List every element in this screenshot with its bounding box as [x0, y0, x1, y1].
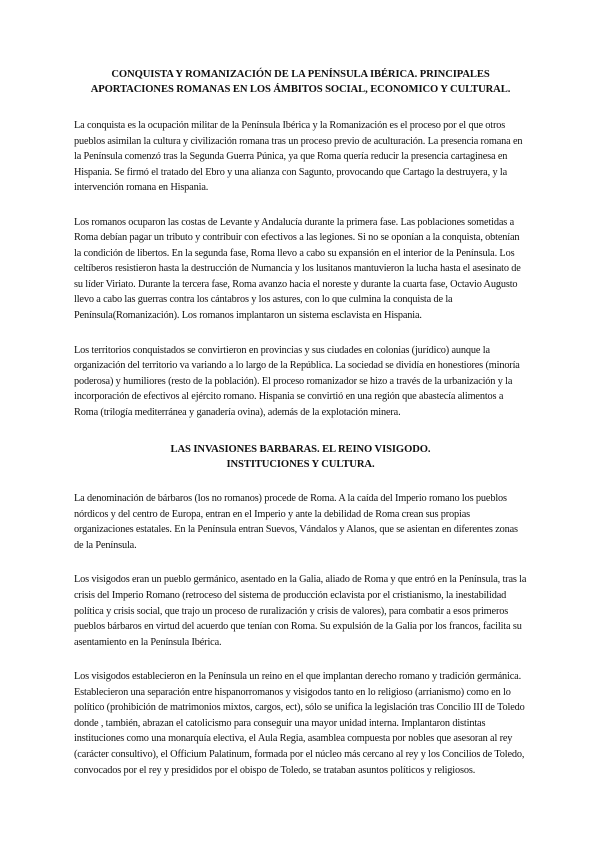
paragraph-barbaros: La denominación de bárbaros (los no romanos) procede de Roma. A la caída del Imperio romano los pueblos nórdicos y del centro de Europa, entran en el Imperio y ante la debilidad de Roma crean sus propias organizaciones estatales. En la Península entran Suevos, Vándalos y Alanos, que se asientan en diferentes zonas de la Península.: [74, 493, 518, 551]
section-title-line: APORTACIONES ROMANAS EN LOS ÁMBITOS SOCIAL, ECONOMICO Y CULTURAL.: [90, 84, 511, 95]
section-title-line: INSTITUCIONES Y CULTURA.: [226, 459, 375, 471]
section-title-invasiones: [74, 442, 527, 472]
section-title-line: LAS INVASIONES BARBARAS. EL REINO VISIGODO.: [170, 444, 431, 456]
paragraph-organizacion-territorio: Los territorios conquistados se convirtieron en provincias y sus ciudades en colonias (jurídico) aunque la organización del territorio va variando a lo largo de la República. La sociedad se dividía en honestiores (minoría poderosa) y humiliores (resto de la población). El proceso romanizador se hizo a través de la urbanización y la incorporación de efectivos al ejército romano. Hispania se convirtió en una región que abastecía alimentos a Roma (trilogía mediterránea y ganadería ovina), además de la explotación minera.: [74, 344, 520, 418]
section-title-line: CONQUISTA Y ROMANIZACIÓN DE LA PENÍNSULA IBÉRICA. PRINCIPALES: [111, 69, 490, 80]
paragraph-reino-visigodo: Los visigodos establecieron en la Península un reino en el que implantan derecho romano y tradición germánica. Establecieron una separación entre hispanorromanos y visigodos tanto en lo religioso (arrianismo) como en lo político (prohibición de matrimonios mixtos, cargos, ect), sólo se unifica la legislación tras Concilio III de Toledo donde , también, abrazan el catolicismo para conseguir una mayor unidad interna. Implantaron distintas instituciones como una monarquía electiva, el Aula Regia, asamblea compuesta por nobles que asesoran al rey (carácter consultivo), el Officium Palatinum, formada por el núcleo más cercano al rey y los Concilios de Toledo, convocados por el rey y presididos por el obispo de Toledo, se trataban asuntos políticos y religiosos.: [74, 671, 525, 776]
section-title-conquista: [74, 67, 527, 97]
paragraph-fases-conquista: Los romanos ocuparon las costas de Levante y Andalucía durante la primera fase. Las poblaciones sometidas a Roma debían pagar un tributo y contribuir con efectivos a las legiones. Si no se oponían a la conquista, obtenían la condición de libertos. En la segunda fase, Roma llevo a cabo su expansión en el interior de la Península. Los celtíberos resistieron hasta la destrucción de Numancia y los lusitanos mantuvieron la lucha hasta el asesinato de su líder Viriato. Durante la tercera fase, Roma avanzo hacia el noreste y durante la cuarta fase, Octavio Augusto llevo a cabo las guerras contra los cántabros y los astures, con lo que culmina la conquista de la Península(Romanización). Los romanos implantaron un sistema esclavista en Hispania.: [74, 216, 521, 322]
paragraph-conquista-definicion: La conquista es la ocupación militar de la Península Ibérica y la Romanización es el proceso por el que otros pueblos asimilan la cultura y civilización romana tras un proceso previo de aculturación. La presencia romana en la Península comenzó tras la Segunda Guerra Púnica, ya que Roma quería reducir la presencia cartaginesa en Hispania. Se firmó el tratado del Ebro y una alianza con Sagunto, provocando que Cartago la destruyera, y la intervención romana en Hispania.: [74, 120, 523, 194]
paragraph-visigodos-origen: Los visigodos eran un pueblo germánico, asentado en la Galia, aliado de Roma y que entró en la Península, tras la crisis del Imperio Romano (retroceso del sistema de producción eclavista por el cristianismo, la inestabilidad política y crisis social, que trajo un proceso de ruralización y crisis de valores), para combatir a esos primeros pueblos bárbaros en virtud del acuerdo que tenían con Roma. Su expulsión de la Galia por los francos, facilita su asentamiento en la Península Ibérica.: [74, 574, 527, 648]
